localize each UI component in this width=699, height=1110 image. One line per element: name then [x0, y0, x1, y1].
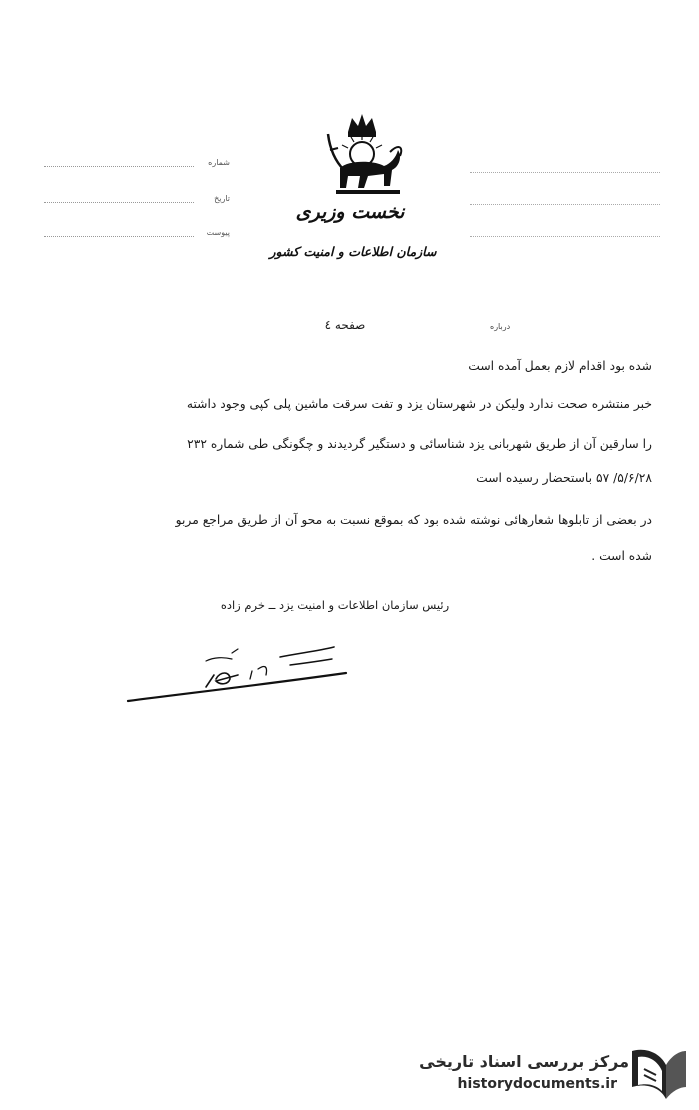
archive-watermark-url: historydocuments.ir [457, 1076, 617, 1092]
about-label: درباره [490, 322, 511, 331]
field-number-line [44, 166, 194, 167]
body-line: ۵/۶/۲۸/ ۵۷ باستحضار رسیده است [476, 471, 652, 485]
body-line: خبر منتشره صحت ندارد ولیکن در شهرستان یزد و تفت سرقت ماشین پلی کپی وجود داشته [186, 397, 652, 411]
field-date-label: تاریخ [214, 194, 230, 203]
lion-and-sun-emblem-icon [318, 110, 406, 202]
right-field-line-3 [470, 236, 660, 237]
field-number [40, 158, 230, 170]
field-number-label: شماره [208, 158, 230, 167]
body-line: شده است . [591, 549, 652, 563]
org-title: نخست وزیری [295, 201, 405, 223]
handwritten-signature [120, 635, 350, 710]
field-date [40, 194, 230, 206]
archive-book-logo-icon [626, 1043, 688, 1103]
field-date-line [44, 202, 194, 203]
field-attachment [40, 228, 230, 240]
right-field-line-2 [470, 204, 660, 205]
field-attachment-line [44, 236, 194, 237]
org-subtitle: سازمان اطلاعات و امنیت کشور [269, 244, 437, 259]
right-field-line-1 [470, 172, 660, 173]
archive-watermark-name: مرکز بررسی اسناد تاریخی [419, 1052, 629, 1071]
body-line: شده بود اقدام لازم بعمل آمده است [468, 359, 652, 373]
field-attachment-label: پیوست [206, 228, 230, 237]
page-number: صفحه ٤ [324, 318, 366, 332]
body-line: در بعضی از تابلوها شعارهائی نوشته شده بود که بموقع نسبت به محو آن از طریق مراجع مربو [175, 513, 652, 527]
signer-name: رئیس سازمان اطلاعات و امنیت یزد ــ خرم زاده [220, 598, 450, 612]
body-line: را سارقین آن از طریق شهربانی یزد شناسائی و دستگیر گردیدند و چگونگی طی شماره ۲۳۲ [187, 437, 652, 451]
